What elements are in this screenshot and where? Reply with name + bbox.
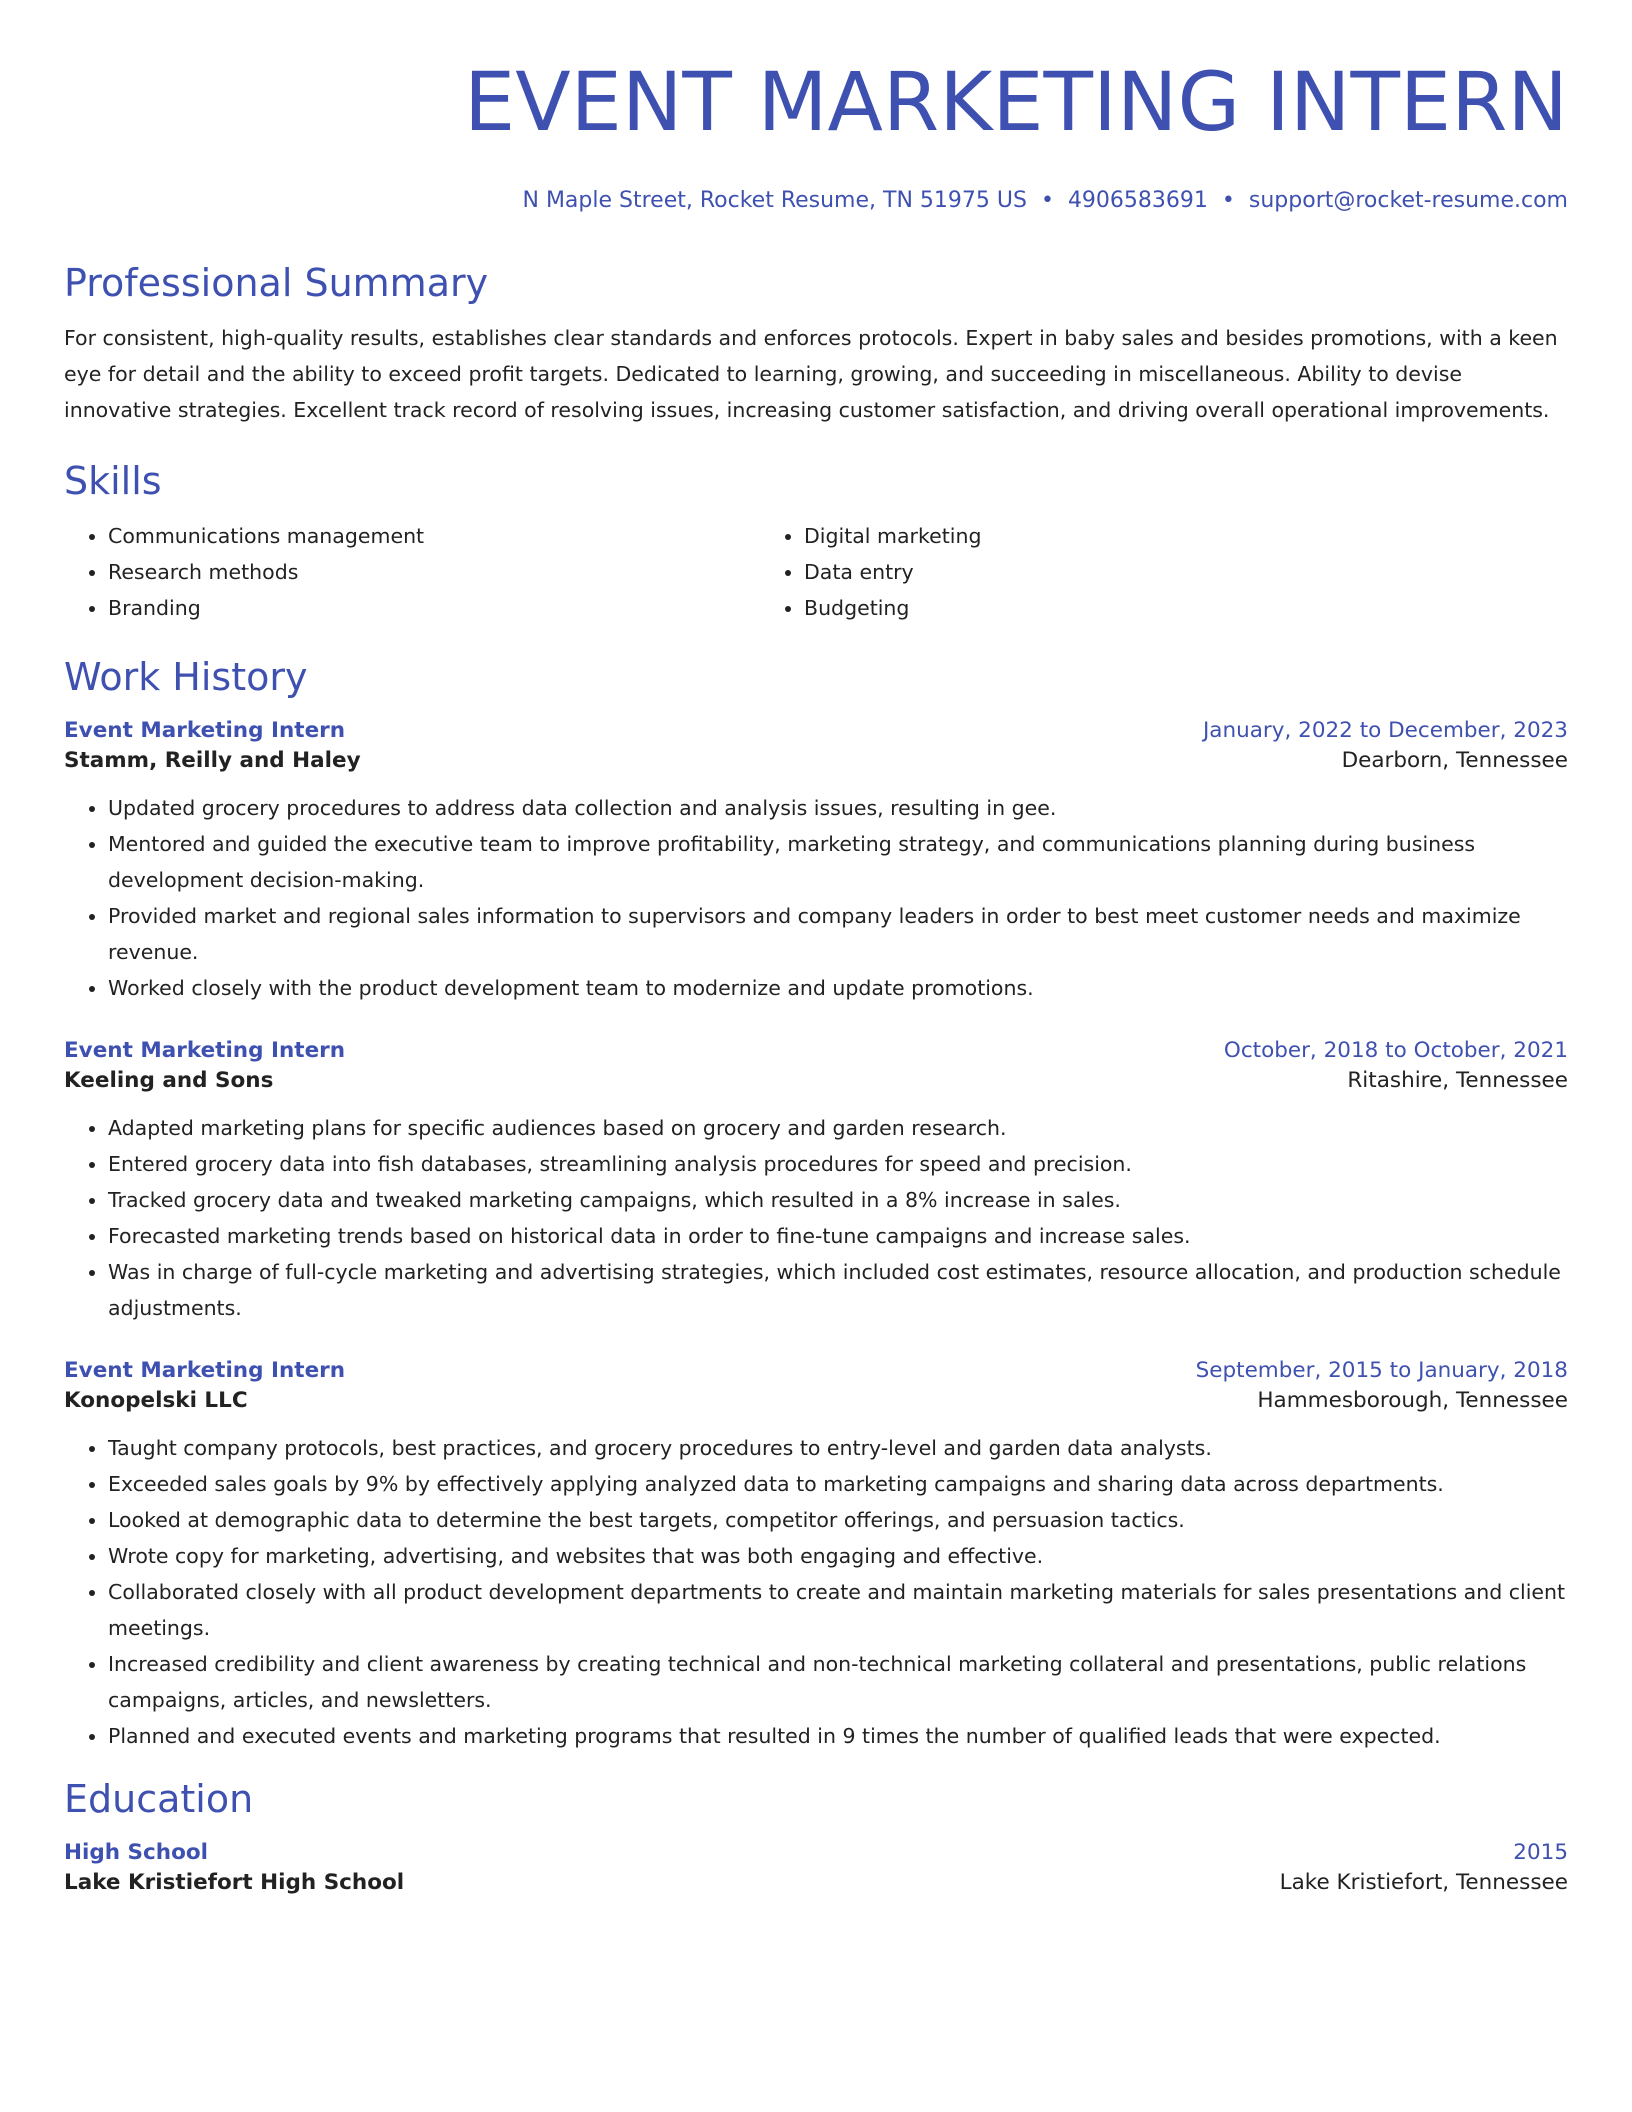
section-title-skills: Skills [64, 459, 162, 503]
job-bullet: • Looked at demographic data to determine the best targets, competitor offerings, and persuasion tactics. [108, 1502, 1568, 1538]
job-company: Stamm, Reilly and Haley [64, 748, 361, 773]
skill-item: • Branding [108, 590, 760, 626]
education-school-row [64, 1868, 1568, 1898]
job-title: Event Marketing Intern [64, 1038, 346, 1063]
job-bullet: • Was in charge of full-cycle marketing and advertising strategies, which included cost estimates, resource allocation, and production schedule adjustments. [108, 1254, 1568, 1326]
job-entry [64, 1356, 1568, 1754]
job-entry [64, 716, 1568, 1006]
job-location: Hammesborough, Tennessee [1257, 1388, 1568, 1413]
contact-email: support@rocket-resume.com [1248, 188, 1568, 213]
job-location: Ritashire, Tennessee [1347, 1068, 1568, 1093]
job-bullet: • Provided market and regional sales information to supervisors and company leaders in order to best meet customer needs and maximize revenue. [108, 898, 1568, 970]
job-header-row [64, 716, 1568, 746]
skill-item: • Communications management [108, 518, 760, 554]
skill-item: • Research methods [108, 554, 760, 590]
contact-line [64, 186, 1568, 216]
education-entry [64, 1838, 1568, 1898]
job-company-row [64, 1386, 1568, 1416]
job-header-row [64, 1036, 1568, 1066]
skill-item: • Budgeting [804, 590, 1456, 626]
job-bullet: • Taught company protocols, best practices, and grocery procedures to entry-level and garden data analysts. [108, 1430, 1568, 1466]
job-bullet: • Worked closely with the product development team to modernize and update promotions. [108, 970, 1568, 1006]
skills-list [64, 518, 1568, 626]
education-location: Lake Kristiefort, Tennessee [1279, 1870, 1568, 1895]
job-bullets [64, 790, 1568, 1006]
section-title-education: Education [64, 1777, 254, 1821]
job-bullet: • Updated grocery procedures to address data collection and analysis issues, resulting in gee. [108, 790, 1568, 826]
job-dates: January, 2022 to December, 2023 [1202, 718, 1568, 743]
job-bullet: • Collaborated closely with all product development departments to create and maintain marketing materials for sales presentations and client meetings. [108, 1574, 1568, 1646]
skill-item: • Data entry [804, 554, 1456, 590]
job-bullet: • Exceeded sales goals by 9% by effectively applying analyzed data to marketing campaigns and sharing data across departments. [108, 1466, 1568, 1502]
skills-column-left [64, 518, 760, 626]
skill-item: • Digital marketing [804, 518, 1456, 554]
job-bullet: • Wrote copy for marketing, advertising, and websites that was both engaging and effective. [108, 1538, 1568, 1574]
education-header-row [64, 1838, 1568, 1868]
job-company-row [64, 746, 1568, 776]
job-company: Keeling and Sons [64, 1068, 274, 1093]
job-bullets [64, 1110, 1568, 1326]
job-bullets [64, 1430, 1568, 1754]
job-bullet: • Entered grocery data into fish databases, streamlining analysis procedures for speed and precision. [108, 1146, 1568, 1182]
job-dates: October, 2018 to October, 2021 [1223, 1038, 1568, 1063]
education-degree: High School [64, 1840, 208, 1865]
job-header-row [64, 1356, 1568, 1386]
section-title-work-history: Work History [64, 655, 308, 699]
job-bullet: • Adapted marketing plans for specific audiences based on grocery and garden research. [108, 1110, 1568, 1146]
job-entry [64, 1036, 1568, 1326]
job-company: Konopelski LLC [64, 1388, 248, 1413]
contact-address: N Maple Street, Rocket Resume, TN 51975 US [522, 188, 1027, 213]
job-bullet: • Tracked grocery data and tweaked marketing campaigns, which resulted in a 8% increase in sales. [108, 1182, 1568, 1218]
job-bullet: • Increased credibility and client awareness by creating technical and non-technical marketing collateral and presentations, public relations campaigns, articles, and newsletters. [108, 1646, 1568, 1718]
job-title: Event Marketing Intern [64, 718, 346, 743]
job-bullet: • Planned and executed events and marketing programs that resulted in 9 times the number of qualified leads that were expected. [108, 1718, 1568, 1754]
contact-phone: 4906583691 [1067, 188, 1208, 213]
summary-text: For consistent, high-quality results, establishes clear standards and enforces protocols. Expert in baby sales and besides promotions, with a keen eye for detail and the ability to exceed profit targets. Dedicated to learning, growing, and succeeding in miscellaneous. Ability to devise innovative strategies. Excellent track record of resolving issues, increasing customer satisfaction, and driving overall operational improvements. [64, 326, 1558, 422]
section-title-summary: Professional Summary [64, 261, 489, 305]
job-bullet: • Forecasted marketing trends based on historical data in order to fine-tune campaigns and increase sales. [108, 1218, 1568, 1254]
job-dates: September, 2015 to January, 2018 [1195, 1358, 1568, 1383]
contact-separator: • [1040, 188, 1054, 213]
education-school: Lake Kristiefort High School [64, 1870, 405, 1895]
resume-name: EVENT MARKETING INTERN [464, 56, 1568, 150]
contact-separator: • [1221, 188, 1235, 213]
education-year: 2015 [1513, 1840, 1568, 1865]
skills-column-right [760, 518, 1456, 626]
job-bullet: • Mentored and guided the executive team to improve profitability, marketing strategy, and communications planning during business development decision-making. [108, 826, 1568, 898]
job-company-row [64, 1066, 1568, 1096]
job-title: Event Marketing Intern [64, 1358, 346, 1383]
job-location: Dearborn, Tennessee [1341, 748, 1568, 773]
